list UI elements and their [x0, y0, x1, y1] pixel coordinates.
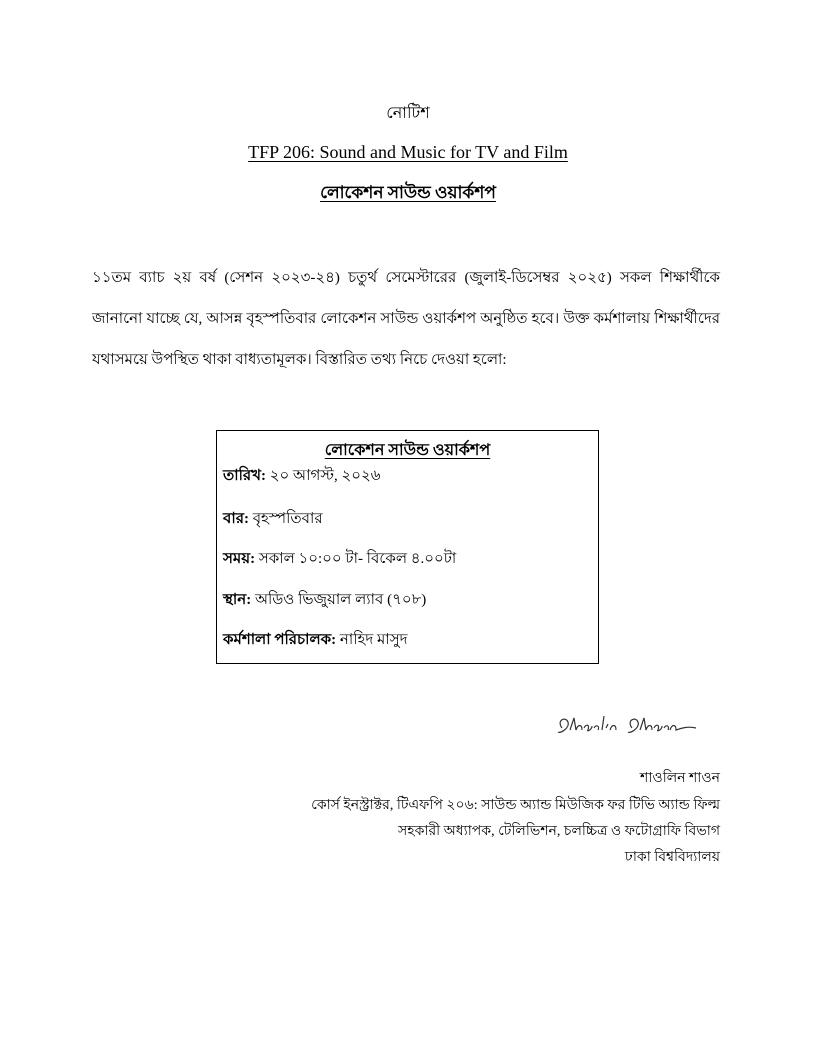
course-title: [0, 142, 816, 163]
time-value: সকাল ১০:০০ টা- বিকেল ৪.০০টা: [255, 551, 457, 567]
day-label: বার:: [223, 511, 249, 527]
day-row: [223, 507, 323, 532]
conductor-label: কর্মশালা পরিচালক:: [223, 632, 337, 648]
conductor-value: নাহিদ মাসুদ: [336, 632, 408, 648]
venue-row: [223, 588, 426, 613]
time-label: সময়:: [223, 551, 256, 567]
info-box-heading-text: লোকেশন সাউন্ড ওয়ার্কশপ: [324, 442, 491, 459]
handwritten-signature: [552, 706, 702, 746]
signatory-name: শাওলিন শাওন: [640, 771, 720, 786]
info-box-heading: [217, 437, 598, 464]
venue-value: অডিও ভিজুয়াল ল্যাব (৭০৮): [251, 592, 427, 608]
course-title-text: TFP 206: Sound and Music for TV and Film: [248, 142, 568, 162]
workshop-title: [0, 180, 816, 208]
signatory-department: সহকারী অধ্যাপক, টেলিভিশন, চলচ্চিত্র ও ফটোগ্রাফি বিভাগ: [398, 824, 720, 839]
notice-body: ১১তম ব্যাচ ২য় বর্ষ (সেশন ২০২৩-২৪) চতুর্থ সেমেস্টারের (জুলাই-ডিসেম্বর ২০২৫) সকল শিক্ষার্থীকে জানানো যাচ্ছে যে, আসন্ন বৃহস্পতিবার লোকেশন সাউন্ড ওয়ার্কশপ অনুষ্ঠিত হবে। উক্ত কর্মশালায় শিক্ষার্থীদের যথাসময়ে উপস্থিত থাকা বাধ্যতামূলক। বিস্তারিত তথ্য নিচে দেওয়া হলো:: [92, 270, 720, 368]
signatory-title: কোর্স ইনস্ট্রাক্টর, টিএফপি ২০৬: সাউন্ড অ্যান্ড মিউজিক ফর টিভি অ্যান্ড ফিল্ম: [311, 798, 720, 813]
signatory-university: ঢাকা বিশ্ববিদ্যালয়: [624, 850, 720, 865]
conductor-row: [223, 628, 408, 653]
date-label: তারিখ:: [223, 468, 266, 484]
date-row: [223, 464, 380, 489]
venue-label: স্থান:: [223, 592, 252, 608]
date-value: ২০ আগস্ট, ২০২৬: [266, 468, 381, 484]
notice-heading: নোটিশ: [386, 105, 430, 122]
time-row: [223, 547, 456, 572]
day-value: বৃহস্পতিবার: [248, 511, 323, 527]
workshop-info-box: [216, 430, 599, 664]
workshop-title-text: লোকেশন সাউন্ড ওয়ার্কশপ: [320, 183, 496, 202]
